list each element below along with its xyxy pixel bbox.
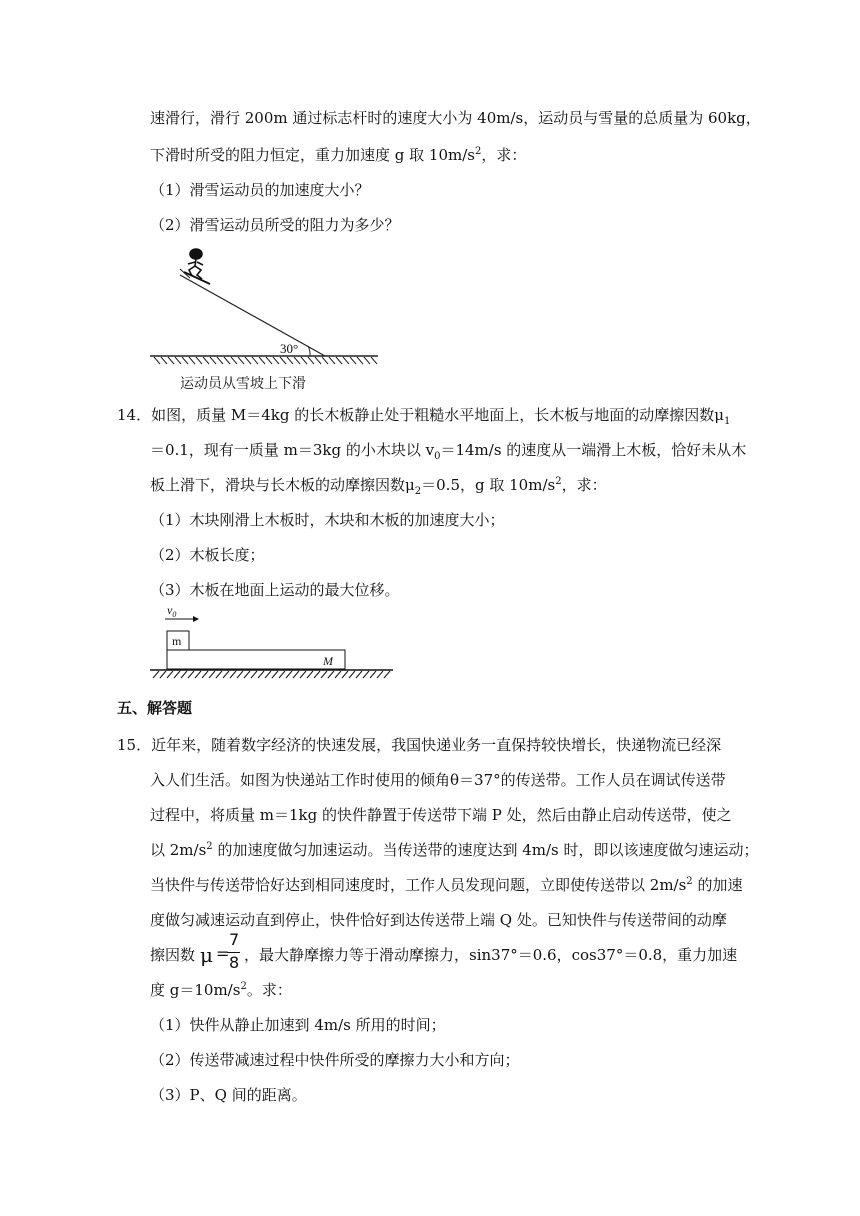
q15-line-2: 入人们生活。如图为快递站工作时使用的倾角θ＝37°的传送带。工作人员在调试传送带 (150, 771, 726, 789)
ground-hatching (154, 357, 377, 364)
slope-line (180, 275, 325, 356)
q13-subquestion-1: （1）滑雪运动员的加速度大小？ (150, 181, 370, 199)
svg-text:M: M (323, 654, 333, 668)
q14-line-2: ＝0.1，现有一质量 m＝3kg 的小木块以 $v_0=14m/s$ 的速度从一端滑上木板，恰好未从木 (150, 441, 747, 462)
q15-line-4: 以 $2m/s^2$ 的加速度做匀加速运动。当传送带的速度达到 4m/s 时，即以该速度做匀速运动； (150, 841, 759, 859)
velocity-label: $v_0$ (167, 603, 177, 619)
q14-line-1: 14．如图，质量 M＝4kg 的长木板静止处于粗糙水平地面上，长木板与地面的动摩擦因数$\mu_1$ (117, 406, 731, 427)
q15-line-8: 度 $g=10m/s^2$。求： (150, 981, 292, 999)
q15-line-3: 过程中，将质量 m＝1kg 的快件静置于传送带下端 P 处，然后由静止启动传送带，使之 (150, 806, 732, 824)
svg-text:m: m (172, 634, 182, 648)
q15-line-5: 当快件与传送带恰好达到相同速度时，工作人员发现问题，立即使传送带以 $2m/s^2$ 的加速 (150, 876, 743, 894)
skier-icon (180, 249, 210, 284)
q14-subquestion-3: （3）木板在地面上运动的最大位移。 (150, 581, 400, 599)
q15-subquestion-1: （1）快件从静止加速到 4m/s 所用的时间； (150, 1016, 446, 1034)
figure-caption: 运动员从雪坡上下滑 (180, 376, 306, 392)
q14-subquestion-2: （2）木板长度； (150, 546, 265, 564)
q14-line-3: 板上滑下，滑块与长木板的动摩擦因数$\mu_2=0.5$，g 取 $10m/s^2$，求： (150, 476, 607, 497)
q13-line-1: 速滑行，滑行 200m 通过标志杆时的速度大小为 40m/s，运动员与雪量的总质量为 60kg， (150, 109, 761, 127)
q15-line-1: 15．近年来，随着数字经济的快速发展，我国快递业务一直保持较快增长，快递物流已经深 (117, 736, 722, 754)
fraction-numerator: 7 (229, 930, 240, 949)
q15-line-6: 度做匀减速运动直到停止，快件恰好到达传送带上端 Q 处。已知快件与传送带间的动摩 (150, 911, 727, 929)
skier-slope-figure (140, 240, 390, 400)
long-board (167, 650, 345, 669)
floor-hatching (153, 671, 390, 678)
block-board-figure (145, 600, 400, 692)
q14-subquestion-1: （1）木块刚滑上木板时，木块和木板的加速度大小； (150, 511, 505, 529)
q13-line-2: 下滑时所受的阻力恒定，重力加速度 g 取 $10m/s^2$，求： (150, 146, 527, 164)
q15-line-7-start: 擦因数 (150, 946, 196, 964)
q15-subquestion-2: （2）传送带减速过程中快件所受的摩擦力大小和方向； (150, 1051, 520, 1069)
friction-coefficient-formula (200, 930, 242, 974)
q15-subquestion-3: （3）P、Q 间的距离。 (150, 1086, 307, 1104)
mu-symbol: μ (200, 943, 213, 967)
section-heading: 五、解答题 (117, 699, 193, 717)
fraction-denominator: 8 (229, 953, 240, 972)
q13-subquestion-2: （2）滑雪运动员所受的阻力为多少？ (150, 216, 400, 234)
angle-label: 30° (280, 341, 299, 356)
q15-line-7-rest: ，最大静摩擦力等于滑动摩擦力，sin37°＝0.6，cos37°＝0.8，重力加速 (244, 946, 738, 964)
equals-sign: = (216, 944, 230, 963)
